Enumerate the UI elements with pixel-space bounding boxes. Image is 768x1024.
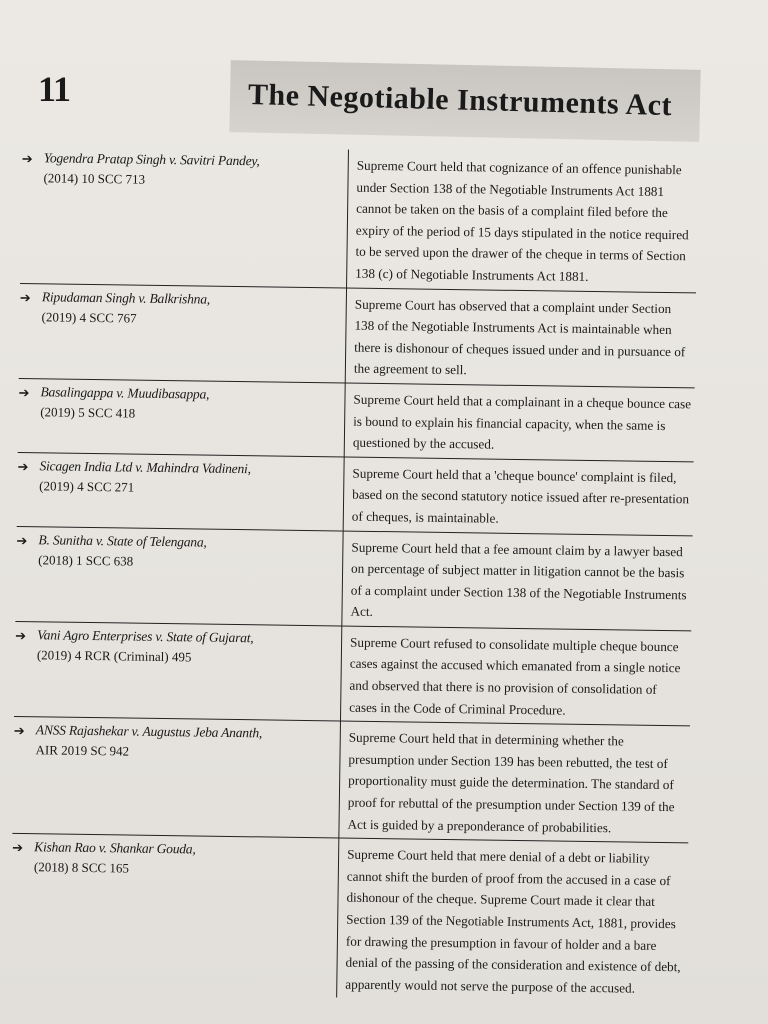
bullet-arrow-icon: ➔ xyxy=(19,289,31,305)
case-citation: AIR 2019 SC 942 xyxy=(35,742,130,759)
case-left-column xyxy=(10,834,339,998)
bullet-arrow-icon: ➔ xyxy=(17,458,29,474)
case-meta xyxy=(36,626,337,721)
case-left-column xyxy=(18,379,346,456)
case-summary: Supreme Court held that in determining whether the presumption under Section 139 has been rebutted, the test of proportionality must guide the determination. The standard of proof for rebuttal of the presumption under Section 139 of the Act is guided by a preponderance of probabilities. xyxy=(347,729,675,835)
case-row xyxy=(14,621,691,726)
bullet-arrow-icon: ➔ xyxy=(13,723,25,739)
case-name: Ripudaman Singh v. Balkrishna, xyxy=(41,288,211,307)
case-summary: Supreme Court refused to consolidate multiple cheque bounce cases against the accused which emanated from a single notice and observed that there is no provision of consolidation of cases in the Code of Criminal Procedure. xyxy=(349,634,681,718)
case-meta xyxy=(32,838,334,997)
case-row xyxy=(18,378,695,461)
case-left-column xyxy=(19,284,347,383)
case-summary: Supreme Court held that a fee amount claim by a lawyer based on percentage of subject matter in litigation cannot be the basis of a complaint under Section 138 of the Negotiable Instruments Act. xyxy=(350,539,687,620)
chapter-header xyxy=(0,50,768,145)
bullet-arrow-icon: ➔ xyxy=(21,150,33,167)
case-meta xyxy=(40,383,341,456)
case-table xyxy=(10,145,698,1003)
bullet-arrow-icon: ➔ xyxy=(16,532,28,548)
case-citation: (2018) 8 SCC 165 xyxy=(33,859,130,876)
case-row xyxy=(17,452,694,535)
case-name: ANSS Rajashekar v. Augustus Jeba Ananth, xyxy=(35,722,263,741)
case-citation: (2018) 1 SCC 638 xyxy=(38,551,134,569)
bullet-arrow-icon: ➔ xyxy=(12,840,24,856)
case-name: Yogendra Pratap Singh v. Savitri Pandey, xyxy=(43,150,260,169)
case-meta xyxy=(42,149,344,287)
case-summary: Supreme Court held that cognizance of an offence punishable under Section 138 of the Negotiable Instruments Act 1881 cannot be taken on the basis of a complaint filed before the expiry of the period of 15 days stipulated in the notice required to be served upon the drawer of the cheque in terms of Section 138 (c) of Negotiable Instruments Act 1881. xyxy=(355,157,689,284)
case-summary: Supreme Court held that a complainant in a cheque bounce case is bound to explain his financial capacity, when the same is questioned by the accused. xyxy=(352,391,692,452)
chapter-title: The Negotiable Instruments Act xyxy=(247,78,673,123)
case-summary: Supreme Court has observed that a complaint under Section 138 of the Negotiable Instruments Act is maintainable when there is dishonour of cheques issued under and in pursuance of the agreement to sell. xyxy=(353,296,686,378)
case-citation: (2019) 4 RCR (Criminal) 495 xyxy=(36,647,192,665)
case-citation: (2019) 4 SCC 767 xyxy=(41,308,137,326)
chapter-number: 11 xyxy=(38,69,71,109)
case-summary: Supreme Court held that mere denial of a debt or liability cannot shift the burden of proof from the accused in a case of dishonour of the cheque. Supreme Court made it clear that Section 139 of the Negotiable Instruments Act, 1881, provides for drawing the presumption in favour of holder and a bare denial of the passing of the consideration and existence of debt, apparently would not serve the purpose of the accused. xyxy=(345,846,681,996)
case-row xyxy=(19,283,696,388)
case-left-column xyxy=(20,145,349,287)
case-citation: (2014) 10 SCC 713 xyxy=(43,170,146,187)
case-name: Sicagen India Ltd v. Mahindra Vadineni, xyxy=(39,457,251,476)
case-citation: (2019) 5 SCC 418 xyxy=(40,404,136,421)
case-citation: (2019) 4 SCC 271 xyxy=(39,477,135,495)
case-left-column xyxy=(15,526,343,625)
case-meta xyxy=(37,531,338,626)
case-meta xyxy=(41,288,342,383)
bullet-arrow-icon: ➔ xyxy=(15,627,27,643)
case-row xyxy=(10,833,688,1003)
case-name: Basalingappa v. Muudibasappa, xyxy=(40,384,210,402)
case-meta xyxy=(34,722,336,838)
case-name: Kishan Rao v. Shankar Gouda, xyxy=(34,839,196,857)
case-row xyxy=(20,145,698,292)
case-name: Vani Agro Enterprises v. State of Gujarat, xyxy=(37,627,254,646)
bullet-arrow-icon: ➔ xyxy=(18,384,30,401)
case-left-column xyxy=(12,717,341,838)
case-summary: Supreme Court held that a 'cheque bounce' complaint is filed, based on the second statutory notice issued after re-presentation of cheques, is maintainable. xyxy=(351,465,690,526)
case-meta xyxy=(39,457,340,530)
case-row xyxy=(15,525,692,630)
case-row xyxy=(12,716,690,842)
case-name: B. Sunitha v. State of Telengana, xyxy=(38,531,207,550)
case-left-column xyxy=(14,622,342,721)
case-left-column xyxy=(17,453,345,530)
